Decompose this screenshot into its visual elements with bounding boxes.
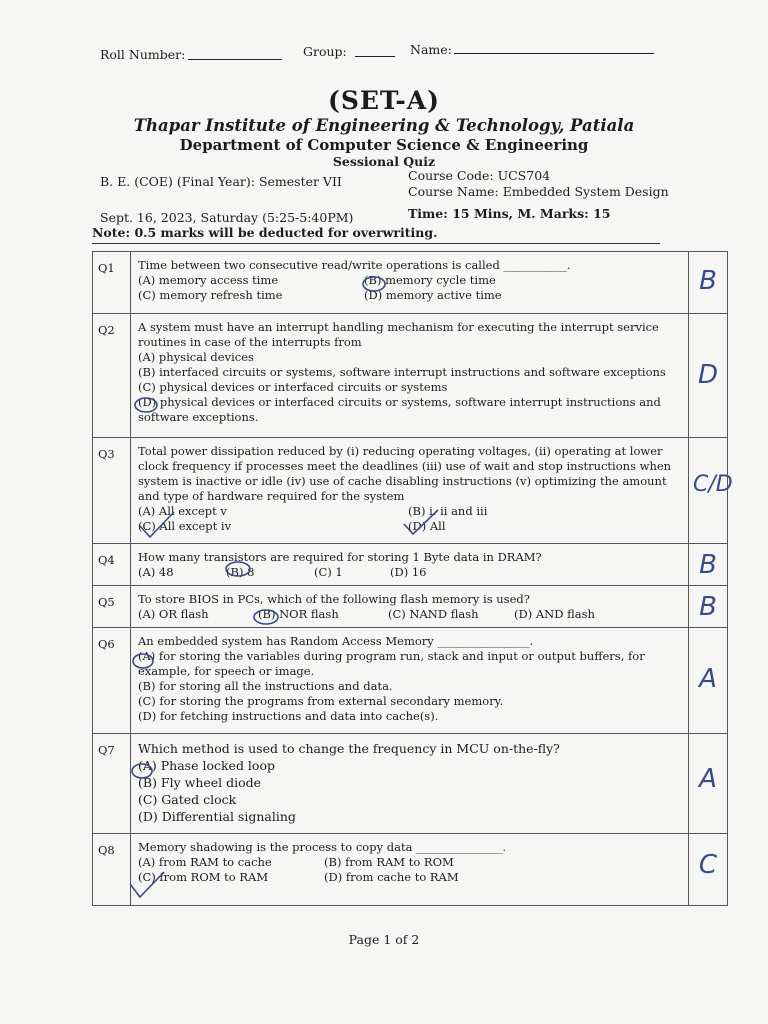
question-text: Time between two consecutive read/write operations is called ___________. — [138, 258, 571, 272]
tick-mark — [130, 872, 164, 897]
tick-mark — [140, 512, 174, 537]
option: (A) 48 — [138, 565, 174, 579]
question-number: Q7 — [93, 734, 131, 834]
option: (C) from ROM to RAM — [138, 870, 269, 884]
handwritten-answer: C — [698, 850, 718, 880]
option: (B) for storing all the instructions and data. — [138, 679, 393, 693]
tick-mark — [132, 764, 152, 778]
department-name: Department of Computer Science & Engineering — [179, 136, 589, 154]
option: (C) 1 — [314, 565, 343, 579]
option: (B) NOR flash — [258, 607, 339, 621]
option: (A) from RAM to cache — [138, 855, 272, 869]
institute-name: Thapar Institute of Engineering & Technology, Patiala — [133, 116, 635, 135]
question-number: Q1 — [93, 252, 131, 314]
exam-title: Sessional Quiz — [332, 154, 436, 169]
option: (B) interfaced circuits or systems, software interrupt instructions and software exceptions — [138, 365, 666, 379]
question-text: Memory shadowing is the process to copy data _______________. — [138, 840, 506, 854]
option: (C) memory refresh time — [138, 288, 283, 302]
name-label: Name: — [410, 42, 452, 57]
option: (C) physical devices or interfaced circuits or systems — [138, 380, 448, 394]
roll-number-label: Roll Number: — [100, 47, 186, 62]
option: (D) for fetching instructions and data into cache(s). — [138, 709, 439, 723]
question-text: routines in case of the interrupts from — [138, 335, 362, 349]
option: (C) All except iv — [138, 519, 232, 533]
group-label: Group: — [303, 44, 347, 59]
option: (A) OR flash — [138, 607, 209, 621]
option: (B) Fly wheel diode — [138, 775, 262, 790]
question-number: Q3 — [93, 438, 131, 544]
option: (B) i. ii and iii — [408, 504, 488, 518]
option: (A) for storing the variables during program run, stack and input or output buffers, for — [138, 649, 645, 663]
option: (D) 16 — [390, 565, 427, 579]
page-number: Page 1 of 2 — [348, 932, 420, 947]
handwritten-answer: D — [697, 360, 719, 390]
course-name: Course Name: Embedded System Design — [408, 184, 669, 199]
option: (A) Phase locked loop — [138, 758, 275, 773]
tick-mark — [226, 562, 250, 576]
course-code: Course Code: UCS704 — [408, 168, 551, 183]
program-info: B. E. (COE) (Final Year): Semester VII — [100, 174, 342, 189]
option: (A) physical devices — [138, 350, 254, 364]
tick-mark — [363, 277, 385, 291]
note: Note: 0.5 marks will be deducted for overwriting. — [92, 225, 438, 240]
tick-mark — [404, 510, 438, 534]
option: example, for speech or image. — [138, 664, 315, 678]
question-number: Q4 — [93, 544, 131, 586]
option: (D) All — [408, 519, 446, 533]
option: (D) Differential signaling — [138, 809, 296, 824]
option: (D) physical devices or interfaced circuits or systems, software interrupt instructions and — [138, 395, 661, 409]
question-text: Which method is used to change the frequency in MCU on-the-fly? — [138, 741, 560, 756]
option: (B) from RAM to ROM — [324, 855, 454, 869]
question-text: How many transistors are required for storing 1 Byte data in DRAM? — [138, 550, 542, 564]
option: software exceptions. — [138, 410, 259, 424]
question-text: and type of hardware required for the system — [138, 489, 405, 503]
tick-mark — [135, 398, 157, 412]
handwritten-answer: B — [699, 592, 717, 622]
exam-date: Sept. 16, 2023, Saturday (5:25-5:40PM) — [100, 210, 354, 225]
option: (A) memory access time — [138, 273, 279, 287]
handwritten-answer: B — [699, 266, 717, 296]
set-title: (SET-A) — [327, 86, 440, 115]
option: (C) NAND flash — [388, 607, 479, 621]
question-number: Q8 — [93, 834, 131, 906]
option: (B) 8 — [226, 565, 255, 579]
question-text: clock frequency if processes meet the deadlines (iii) use of wait and stop instructions when — [138, 459, 672, 473]
question-text: Total power dissipation reduced by (i) reducing operating voltages, (ii) operating at lower — [138, 444, 663, 458]
option: (C) Gated clock — [138, 792, 237, 807]
question-number: Q6 — [93, 628, 131, 734]
question-number: Q5 — [93, 586, 131, 628]
time-marks: Time: 15 Mins, M. Marks: 15 — [408, 206, 611, 221]
option: (D) memory active time — [364, 288, 502, 302]
handwritten-answer: A — [699, 764, 717, 794]
tick-mark — [133, 654, 153, 668]
handwritten-answer: C/D — [693, 472, 733, 497]
option: (A) All except v — [138, 504, 227, 518]
option: (B) memory cycle time — [364, 273, 496, 287]
option: (D) from cache to RAM — [324, 870, 459, 884]
handwritten-answer: B — [699, 550, 717, 580]
handwritten-answer: A — [699, 664, 717, 694]
question-number: Q2 — [93, 314, 131, 438]
question-text: To store BIOS in PCs, which of the following flash memory is used? — [138, 592, 530, 606]
question-text: A system must have an interrupt handling mechanism for executing the interrupt service — [138, 320, 659, 334]
tick-mark — [254, 610, 278, 624]
option: (C) for storing the programs from external secondary memory. — [138, 694, 504, 708]
question-text: system is inactive or idle (iv) use of cache disabling instructions (v) optimizing the amount — [138, 474, 667, 488]
question-text: An embedded system has Random Access Memory ________________. — [138, 634, 534, 648]
option: (D) AND flash — [514, 607, 595, 621]
